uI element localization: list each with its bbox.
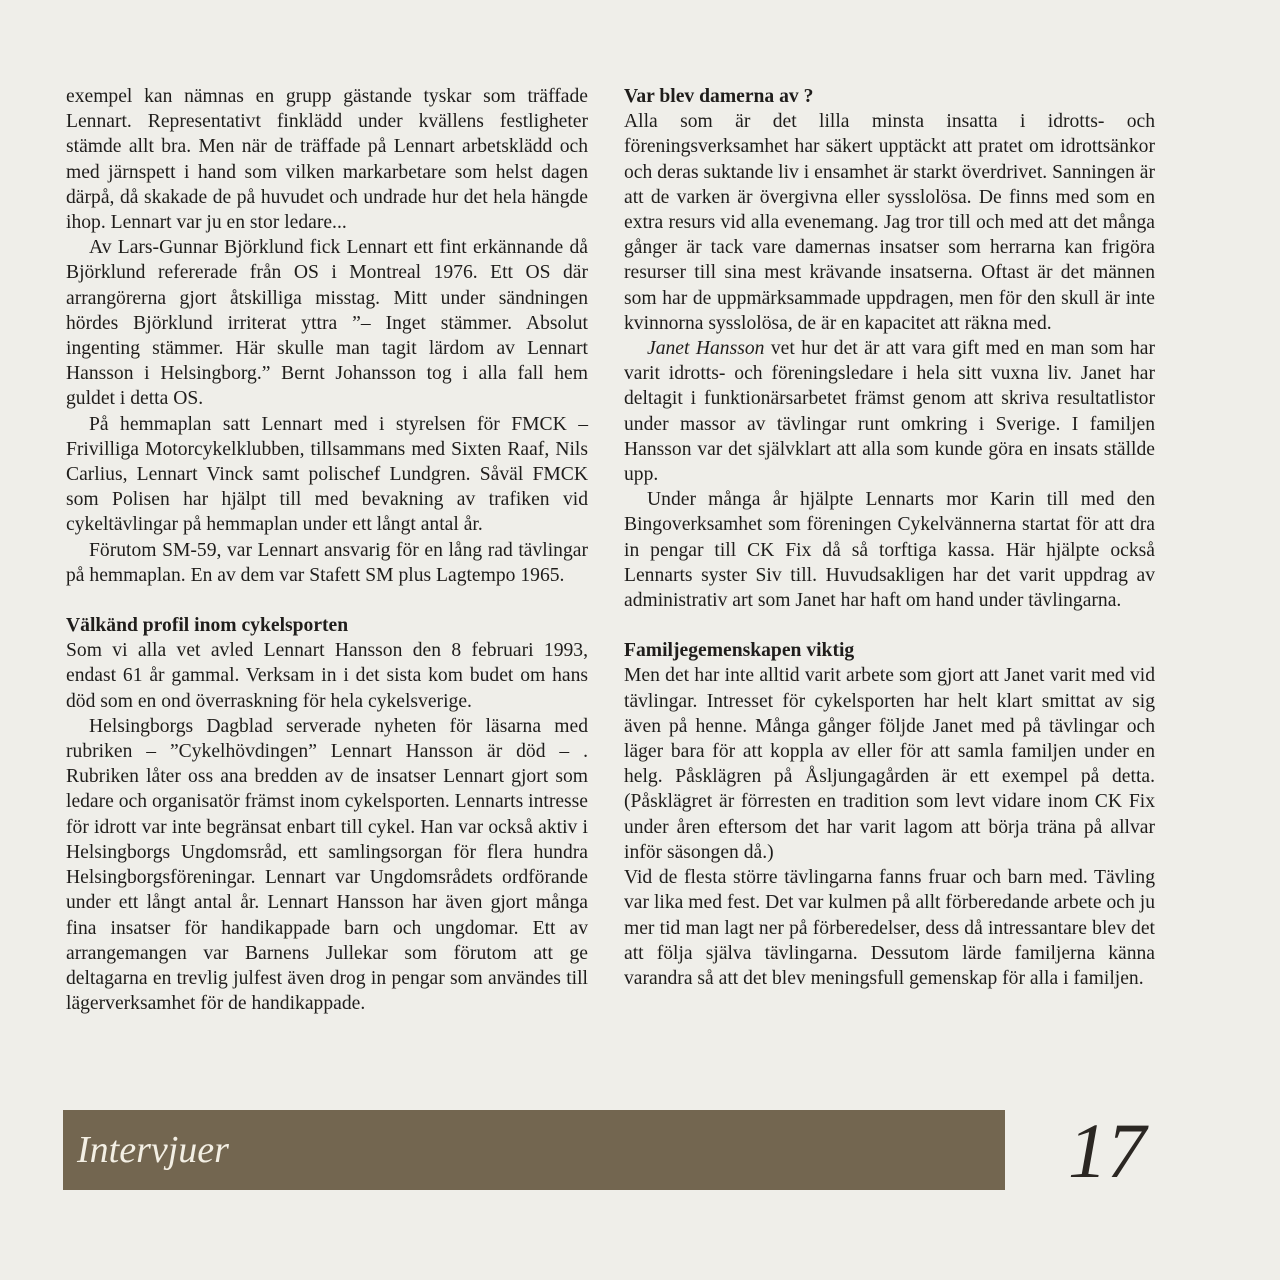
paragraph: Av Lars-Gunnar Björklund fick Lennart ett fint erkännande då Björklund refererade från OS i Montreal 1976. Ett OS där arrangörerna gjort åtskilliga misstag. Mitt under sändningen hördes Björklund irriterat yttra ”– Inget stämmer. Absolut ingenting stämmer. Här skulle man tagit lärdom av Lennart Hansson i Helsingborg.” Bernt Johansson tog i alla fall hem guldet i detta OS. — [66, 237, 588, 410]
paragraph: Men det har inte alltid varit arbete som gjort att Janet varit med vid tävlingar. Intresset för cykelsporten har helt klart smittat av sig även på henne. Många gånger följde Janet med på tävlingar och läger bara för att koppla av eller för att samla familjen under en helg. Påsklägren på Åsljungagården är ett exempel på detta. (Påsklägret är förresten en tradition som levt vidare inom CK Fix under åren eftersom det har varit lagom att börja träna på allvar inför säsongen då.) — [624, 665, 1155, 863]
paragraph-text: vet hur det är att vara gift med en man som har varit idrotts- och föreningsledare i hela sitt vuxna liv. Janet har deltagit i funktionärsarbetet främst genom att skriva resultatlistor under massor av tävlingar runt omkring i Sverige. I familjen Hansson var det självklart att alla som kunde göra en insats ställde upp. — [624, 338, 1155, 486]
section-heading: Välkänd profil inom cykelsporten — [66, 615, 349, 637]
paragraph: Alla som är det lilla minsta insatta i idrotts- och föreningsverksamhet har säkert upptäckt att pratet om idrottsänkor och deras suktande liv i ensamhet är starkt överdrivet. Sanningen är att de varken är övergivna eller sysslolösa. De finns med som en extra resurs vid alla evenemang. Jag tror till och med att det många gånger är tack vare damernas insatser som herrarna kan frigöra resurser till sina mest krävande insatserna. Oftast är det männen som har de uppmärksammade uppdragen, men för den skull är inte kvinnorna sysslolösa, de är en kapacitet att räkna med. — [624, 111, 1155, 334]
section-banner — [63, 1110, 1005, 1190]
paragraph: På hemmaplan satt Lennart med i styrelsen för FMCK – Frivilliga Motorcykelklubben, tillsammans med Sixten Raaf, Nils Carlius, Lennart Vinck samt polischef Lundgren. Såväl FMCK som Polisen har hjälpt till med bevakning av trafiken vid cykeltävlingar på hemmaplan under ett långt antal år. — [66, 413, 588, 536]
page-number: 17 — [1068, 1107, 1146, 1194]
right-column — [624, 84, 1155, 991]
left-column — [66, 84, 588, 1016]
paragraph: Förutom SM-59, var Lennart ansvarig för en lång rad tävlingar på hemmaplan. En av dem var Stafett SM plus Lagtempo 1965. — [66, 539, 588, 586]
paragraph: Under många år hjälpte Lennarts mor Karin till med den Bingoverksamhet som föreningen Cykelvännerna startat för att dra in pengar till CK Fix då så torftiga kassa. Här hjälpte också Lennarts syster Siv till. Huvudsakligen har det varit uppdrag av administrativ art som Janet har haft om hand under tävlingarna. — [624, 489, 1155, 612]
spacer — [624, 613, 1155, 638]
paragraph: Vid de flesta större tävlingarna fanns fruar och barn med. Tävling var lika med fest. Det var kulmen på allt förberedande arbete och ju mer tid man lagt ner på förberedelser, dess då intressantare blev det att följa själva tävlingarna. Dessutom lärde familjerna känna varandra så att det blev meningsfull gemenskap för alla i familjen. — [624, 867, 1155, 989]
paragraph: exempel kan nämnas en grupp gästande tyskar som träffade Lennart. Representativt finklädd under kvällens festligheter stämde allt bra. Men när de träffade på Lennart arbetsklädd och med järnspett i hand som vilken markarbetare som helst dagen därpå, då skakade de på huvudet och undrade hur det hela hängde ihop. Lennart var ju en stor ledare... — [66, 86, 588, 234]
section-label: Intervjuer — [77, 1129, 229, 1171]
section-heading: Familjegemenskapen viktig — [624, 640, 855, 662]
person-name: Janet Hansson — [647, 338, 765, 360]
paragraph: Som vi alla vet avled Lennart Hansson den 8 februari 1993, endast 61 år gammal. Verksam in i det sista kom budet om hans död som en ond överraskning för hela cykelsverige. — [66, 640, 588, 712]
paragraph — [624, 336, 1155, 487]
paragraph: Helsingborgs Dagblad serverade nyheten för läsarna med rubriken – ”Cykelhövdingen” Lennart Hansson är död – . Rubriken låter oss ana bredden av de insatser Lennart gjort som ledare och organisatör främst inom cykelsporten. Lennarts intresse för idrott var inte begränsat enbart till cykel. Han var också aktiv i Helsingborgs Ungdomsråd, ett samlingsorgan för flera hundra Helsingborgsföreningar. Lennart var Ungdomsrådets ordförande under ett långt antal år. Lennart Hansson har även gjort många fina insatser för handikappade barn och ungdomar. Ett av arrangemangen var Barnens Jullekar som förutom att ge deltagarna en trevlig julfest även drog in pengar som användes till lägerverksamhet för de handikappade. — [66, 715, 588, 1015]
section-heading: Var blev damerna av ? — [624, 86, 814, 107]
